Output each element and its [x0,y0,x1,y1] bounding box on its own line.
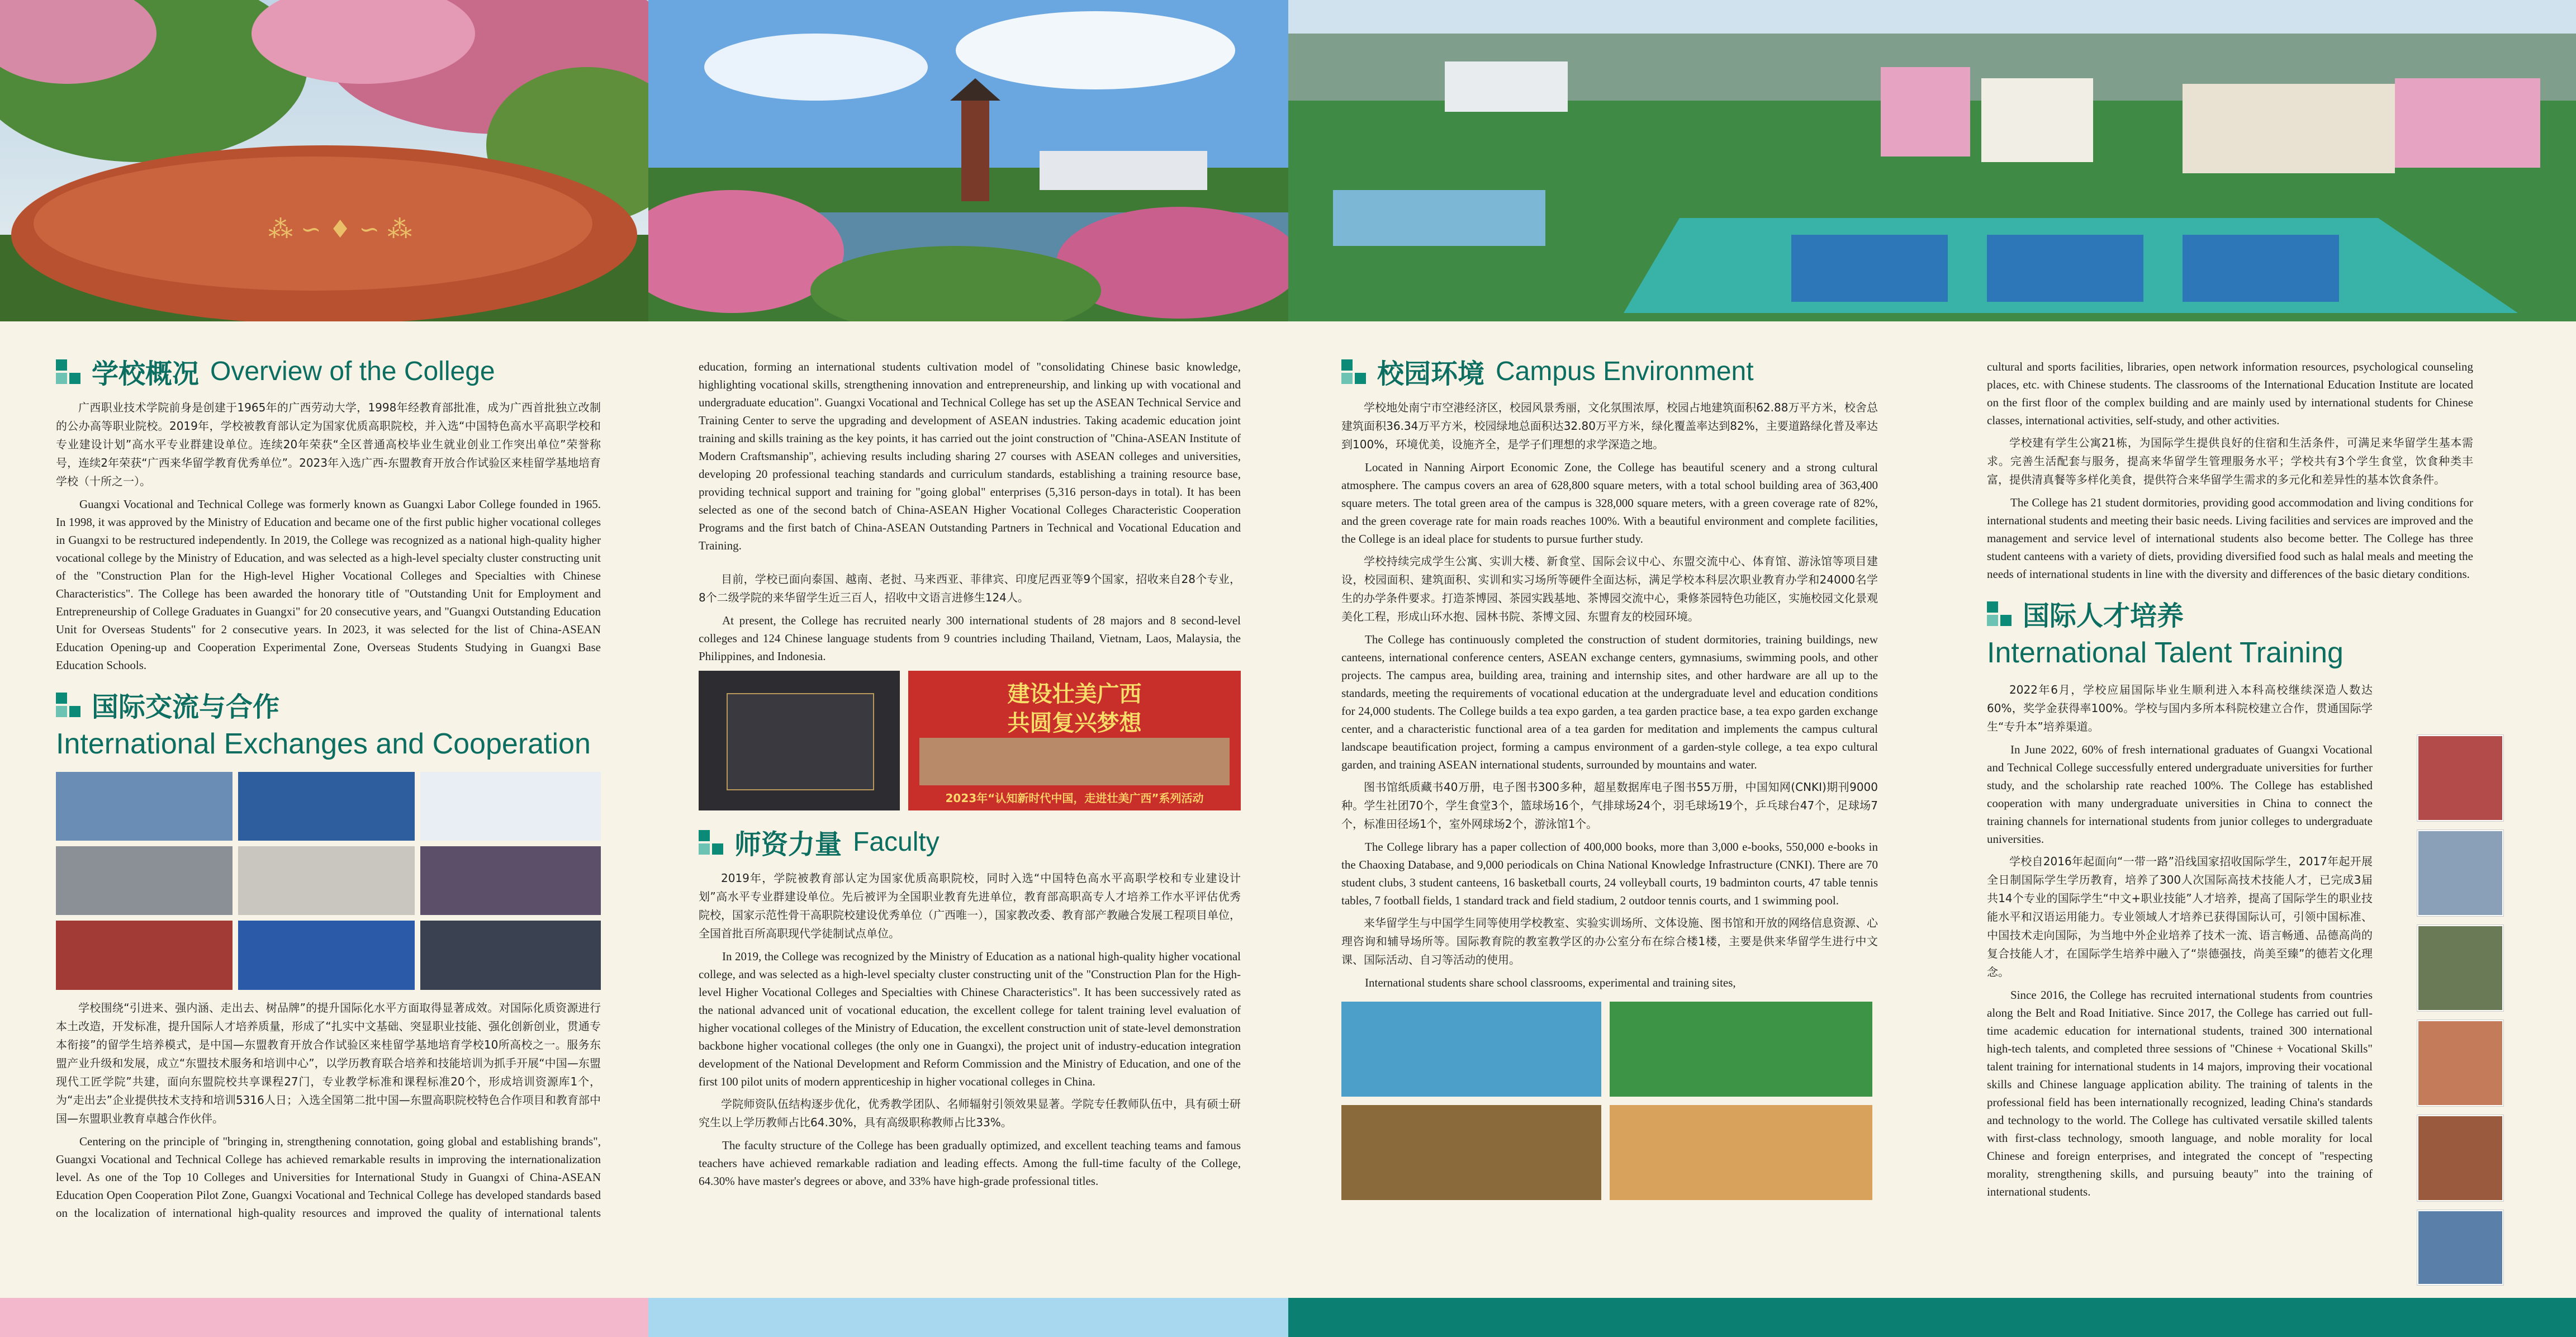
banner-line1: 建设壮美广西 [1007,681,1142,707]
column-4 [1987,358,2473,1205]
overview-en: Guangxi Vocational and Technical College was formerly known as Guangxi Labor College founded in 1965. In 1998, it was approved by the Ministry of Education and became one of the first public higher vocational colleges in Guangxi to be restructured independently. In 2019, the College was recognized as a national high-quality higher vocational college by the Ministry of Education, and was selected as a high-level specialty cluster constructing unit of the "Construction Plan for the High-level Higher Vocational Colleges and Specialties with Chinese Characteristics". The College has been awarded the honorary title of "Outstanding Unit for Employment and Entrepreneurship of College Graduates in Guangxi" for 20 consecutive years, and "Guangxi Outstanding Education Unit for Overseas Students" for 2 consecutive years. In 2023, it was selected for the list of China-ASEAN Education Opening-up and Cooperation Experimental Zone, Overseas Students Studying in Guangxi Base Education Schools. [56,497,601,672]
campus-heading [1341,352,1878,391]
exchange-photo-grid [56,772,601,990]
section-icon [1987,601,2012,626]
bottom-strip-pink [0,1298,648,1337]
section-icon [1341,359,1366,384]
campus-cn: 学校地处南宁市空港经济区，校园风景秀丽，文化氛围浓厚，校园占地建筑面积62.88万平方米，校舍总建筑面积36.34万平方米，校园绿地总面积达32.80万平方米，绿化覆盖率达到82%，主要道路绿化普及率达到100%，环境优美，设施齐全，是学子们理想的求学深造之地。 [1341,401,1878,451]
photo-tea-room [1610,1105,1872,1200]
campus-cn2: 学校持续完成学生公寓、实训大楼、新食堂、国际会议中心、东盟交流中心、体育馆、游泳馆等项目建设，校园面积、建筑面积、实训和实习场所等硬件全面达标，满足学校本科层次职业教育办学和24000名学生的办学条件要求。打造茶博园、茶园实践基地、茶博园交流中心，秉修茶园特色功能区，实施校园文化景观美化工程，形成山环水抱、园林书院、茶博文园、东盟育友的校园环境。 [1341,554,1878,623]
exchange-photo [56,772,233,841]
exchange-photo [420,846,601,915]
exchange-en-cont-text: education, forming an international students cultivation model of "consolidating Chinese basic knowledge, highlighting vocational skills, strengthening innovation and entrepreneurship, and linking up with vocational and undergraduate education". Guangxi Vocational and Technical College has set up the ASEAN Technical Service and Training Center to serve the upgrading and development of ASEAN industries. Taking academic education joint training and skills training as the key points, it has carried out the joint construction of "China-ASEAN Institute of Modern Craftsmanship", achieving results including sharing 27 courses with ASEAN colleges and universities, developing 20 professional teaching standards and curriculum standards, establishing a training resource base, providing technical support and training for "going global" enterprises (5,316 person-days in total). It has been selected as one of the second batch of China-ASEAN Higher Vocational Colleges Characteristic Cooperation Programs and the first batch of China-ASEAN Outstanding Partners in Technical and Vocational Education and Training. [699,360,1241,552]
column-3 [1341,352,1878,1200]
campus-en5: The College has 21 student dormitories, providing good accommodation and living conditions for international students and meeting their basic needs. Living facilities and services are improved and the management and service level of international students also become better. The College has three student canteens with a variety of diets, providing diversified food such as halal meals and meeting the needs of international students in line with the diversity and differences of the basic dietary conditions. [1987,496,2473,581]
svg-text:⁂ ∽ ♦ ∽ ⁂: ⁂ ∽ ♦ ∽ ⁂ [268,215,412,244]
talent-en: In June 2022, 60% of fresh international graduates of Guangxi Vocational and Technical College successfully entered undergraduate universities for further study, and the scholarship rate reached 100%. The College has established cooperation with many undergraduate universities in China to connect the training channels for international students from junior colleges to undergraduate universities. [1987,743,2373,846]
exchange-photo [238,921,415,990]
photo-football-field [1610,1002,1872,1097]
campus-en4b: cultural and sports facilities, libraries, open network information resources, psychological counseling places, etc. with Chinese students. The classrooms of the International Education Institute are located on the first floor of the complex building and are mainly used by international students for Chinese classes, international activities, self-study, and other activities. [1987,360,2473,427]
campus-title-cn: 校园环境 [1377,358,1485,390]
campus-en4: International students share school classrooms, experimental and training sites, [1365,976,1736,989]
faculty-cn2: 学院师资队伍结构逐步优化，优秀教学团队、名师辐射引领效果显著。学院专任教师队伍中，具有硕士研究生以上学历教师占比64.30%，具有高级职称教师占比33%。 [699,1097,1241,1129]
talent-cn2: 学校自2016年起面向“一带一路”沿线国家招收国际学生，2017年起开展全日制国际学生学历教育，培养了300人次国际高技术技能人才，已完成3届共14个专业的国际学生“中文+职业技能”人才培养，提高了国际学生的职业技能水平和汉语运用能力。专业领域人才培养已获得国际认可，引领中国标准、中国技术走向国际，为当地中外企业培养了技术一流、语言畅通、品德高尚的复合技能人才，在国际学生培养中融入了“崇德强技，尚美至臻”的德若文化理念。 [1987,855,2373,979]
exchange-en: Centering on the principle of "bringing in, strengthening connotation, going global and establishing brands", Guangxi Vocational and Technical College has achieved remarkable results in improving the internationalization level. As one of the Top 10 Colleges and Universities for International Study in Guangxi of China-ASEAN Education Open Cooperation Pilot Zone, Guangxi Vocational and Technical College has developed standards based on the localization of international high-quality resources and improved the quality of international talents [56,1135,601,1220]
faculty-cn: 2019年，学院被教育部认定为国家优质高职院校，同时入选“中国特色高水平高职学校和专业建设计划”高水平专业群建设单位。先后被评为全国职业教育先进单位，教育部高职高专人才培养工作水平评估优秀院校，国家示范性骨干高职院校建设优秀单位（广西唯一），国家教改委、教育部产教融合发展工程项目单位，全国首批百所高职现代学徒制试点单位。 [699,871,1241,940]
talent-photo [2417,925,2503,1011]
campus-en3: The College library has a paper collection of 400,000 books, more than 3,000 e-books, 550,000 e-books in the Chaoxing Database, and 9,000 periodicals on China National Knowledge Infrastructure (CNKI). There are 70 student clubs, 3 student canteens, 16 basketball courts, 24 volleyball courts, 19 badminton courts, 47 table tennis tables, 7 football fields, 1 standard track and field stadium, 2 outdoor tennis courts, and 1 swimming pool. [1341,840,1878,907]
section-icon [56,693,80,717]
photo-row [699,671,1241,810]
overview-cn: 广西职业技术学院前身是创建于1965年的广西劳动大学，1998年经教育部批准，成为广西首批独立改制的公办高等职业院校。2019年，学校被教育部认定为国家优质高职院校，并入选“中国特色高水平高职学校和专业建设计划”高水平专业群建设单位。连续20年荣获“全区普通高校毕业生就业创业工作突出单位”荣誉称号，连续2年荣获“广西来华留学教育优秀单位”。2023年入选广西-东盟教育开放合作试验区来桂留学基地培育学校（十所之一）。 [56,401,601,488]
exchange-photo [56,846,233,915]
overview-title-en: Overview of the College [210,357,495,386]
bottom-strip-teal [1288,1298,2576,1337]
photo-bamboo-pavilion [1341,1105,1601,1200]
talent-en2: Since 2016, the College has recruited international students from countries along the Belt and Road Initiative. Since 2017, the College has carried out full-time academic education for international students, trained 300 international high-tech talents, and completed three sessions of "Chinese + Vocational Skills" talent training for international students in 14 majors, improving their vocational skills and Chinese language application ability. The training of talents in the professional field has been internationally recognized, leading China's standards and technology to the world. The College has cultivated versatile skilled talents with first-class technology, smooth language, and noble morality for local Chinese and foreign enterprises, and integrated the concept of "respecting morality, strengthening skills, and pursuing beauty" into the training of international students. [1987,988,2373,1198]
photo-banner-group [908,671,1241,810]
talent-cn: 2022年6月，学校应届国际毕业生顺利进入本科高校继续深造人数达60%，奖学金获得率100%。学校与国内多所本科院校建立合作，贯通国际学生“专升本”培养渠道。 [1987,683,2373,733]
talent-title-en: International Talent Training [1987,637,2343,669]
faculty-en2: The faculty structure of the College has been gradually optimized, and excellent teaching teams and famous teachers have achieved remarkable radiation and leading effects. Among the full-time faculty of the College, 64.30% have master's degrees or above, and 33% have high-grade professional titles. [699,1139,1241,1188]
section-icon [699,830,723,855]
talent-photo [2417,735,2503,821]
photo-certificate [699,671,900,810]
faculty-en: In 2019, the College was recognized by the Ministry of Education as a national high-quality higher vocational college, and was selected as a high-level specialty cluster constructing unit of the "Construction Plan for the High-level Higher Vocational Colleges and Specialties with Chinese Characteristics". It has been successively rated as the national advanced unit of vocational education, the excellent college for talent training level evaluation of higher vocational colleges of the Ministry of Education, the excellent construction unit of state-level demonstration backbone higher vocational colleges (the only one in Guangxi), the project unit of industry-education integration development of the National Development and Reform Commission and the Ministry of Education, and one of the first 100 pilot units of modern apprenticeship in higher vocational colleges in China. [699,950,1241,1088]
exchange-heading [56,685,601,724]
exchange-en2: At present, the College has recruited nearly 300 international students of 28 majors and 8 second-level colleges and 124 Chinese language students from 9 countries including Thailand, Vietnam, Laos, Malaysia, the Philippines, and Indonesia. [699,614,1241,663]
campus-cn3: 图书馆纸质藏书40万册，电子图书300多种，超星数据库电子图书55万册，中国知网(CNKI)期刊9000种。学生社团70个，学生食堂3个，篮球场16个，气排球场24个，羽毛球场19个，乒乓球台47个，足球场7个，标准田径场1个，室外网球场2个，游泳馆1个。 [1341,780,1878,831]
faculty-title-en: Faculty [853,827,940,857]
photo-campus-aerial [1288,0,2576,321]
banner-line3: 2023年“认知新时代中国，走进壮美广西”系列活动 [945,791,1204,805]
faculty-title-cn: 师资力量 [734,829,842,860]
exchange-photo [420,772,601,841]
campus-cn5: 学校建有学生公寓21栋，为国际学生提供良好的住宿和生活条件，可满足来华留学生基本需求。完善生活配套与服务，提高来华留学生管理服务水平；学校共有3个学生食堂，饮食种类丰富，提供清真餐等多样化美食，提供符合来华留学生需求的多元化和差异性的基本饮食条件。 [1987,436,2473,486]
photo-swimming-pool [1341,1002,1601,1097]
campus-cn4: 来华留学生与中国学生同等使用学校教室、实验实训场所、文体设施、图书馆和开放的网络信息资源、心理咨询和辅导场所等。国际教育院的教室教学区的办公室分布在综合楼1楼，主要是供来华留学生进行中文课、国际活动、自习等活动的使用。 [1341,916,1878,966]
exchange-cn: 学校围绕“引进来、强内涵、走出去、树品牌”的提升国际化水平方面取得显著成效。对国际化质资源进行本土改造，开发标准，提升国际人才培养质量，形成了“扎实中文基础、突显职业技能、强化创新创业，贯通专本衔接”的留学生培养模式，是中国—东盟教育开放合作试验区来桂留学基地培育学校10所高校之一。服务东盟产业升级和发展，成立“东盟技术服务和培训中心”，以学历教育联合培养和技能培训为抓手开展“中国—东盟现代工匠学院”共建，面向东盟院校共享课程27门，专业教学标准和课程标准20个，形成培训资源库1个，为“走出去”企业提供技术支持和培训5316人日；入选全国第二批中国—东盟高职院校特色合作项目和教育部中国—东盟职业教育卓越合作伙伴。 [56,1001,601,1125]
section-icon [56,359,80,384]
exchange-title-cn: 国际交流与合作 [92,691,280,723]
exchange-photo [420,921,601,990]
campus-en2: The College has continuously completed the construction of student dormitories, training buildings, new canteens, international conference centers, ASEAN exchange centers, gymnasiums, swimming pools, and other projects. The campus area, building area, training and internship sites, and other hardware are all up to the standards, meeting the requirements of vocational education at the undergraduate level and education conditions for 24,000 students. The College builds a tea expo garden, a tea garden practice base, a tea expo garden exchange center, and a characteristic functional area of a tea garden for meditation and implements the campus cultural landscape beautification project, forming a campus environment of a garden-style college, a tea expo cultural garden, and training ASEAN international students, surrounded by mountains and water. [1341,633,1878,771]
photo-pagoda-lake [648,0,1288,321]
talent-title-cn: 国际人才培养 [2023,600,2184,632]
column-1 [56,352,601,1226]
exchange-title-en: International Exchanges and Cooperation [56,728,591,760]
campus-photo-grid [1341,1002,1878,1200]
talent-photo [2417,1020,2503,1106]
exchange-en-continued [699,358,1241,566]
exchange-photo [238,772,415,841]
campus-en: Located in Nanning Airport Economic Zone, the College has beautiful scenery and a strong cultural atmosphere. The campus covers an area of 628,800 square meters, with a total school building area of 363,400 square meters. The total green area of the campus is 328,000 square meters, with a green coverage rate of 82%, and the green coverage rate for main roads reaches 100%. With a beautiful environment and complete facilities, the College is an ideal place for students to pursue further study. [1341,461,1878,546]
talent-text [1987,681,2373,1201]
bottom-strip-blue [648,1298,1288,1337]
banner-line2: 共圆复兴梦想 [1007,710,1142,736]
column-2 [699,358,1241,1194]
overview-title-cn: 学校概况 [92,358,200,390]
talent-photo [2417,830,2503,916]
overview-heading [56,352,601,391]
photo-stone-flowers [0,0,648,321]
talent-photo [2417,1115,2503,1201]
talent-photo [2417,1210,2503,1285]
talent-heading [1987,594,2473,633]
exchange-cn2: 目前，学校已面向泰国、越南、老挝、马来西亚、菲律宾、印度尼西亚等9个国家，招收来自28个专业，8个二级学院的来华留学生近三百人，招收中文语言进修生124人。 [699,572,1241,604]
faculty-heading [699,823,1241,861]
campus-title-en: Campus Environment [1496,357,1754,386]
exchange-photo [238,846,415,915]
exchange-photo [56,921,233,990]
